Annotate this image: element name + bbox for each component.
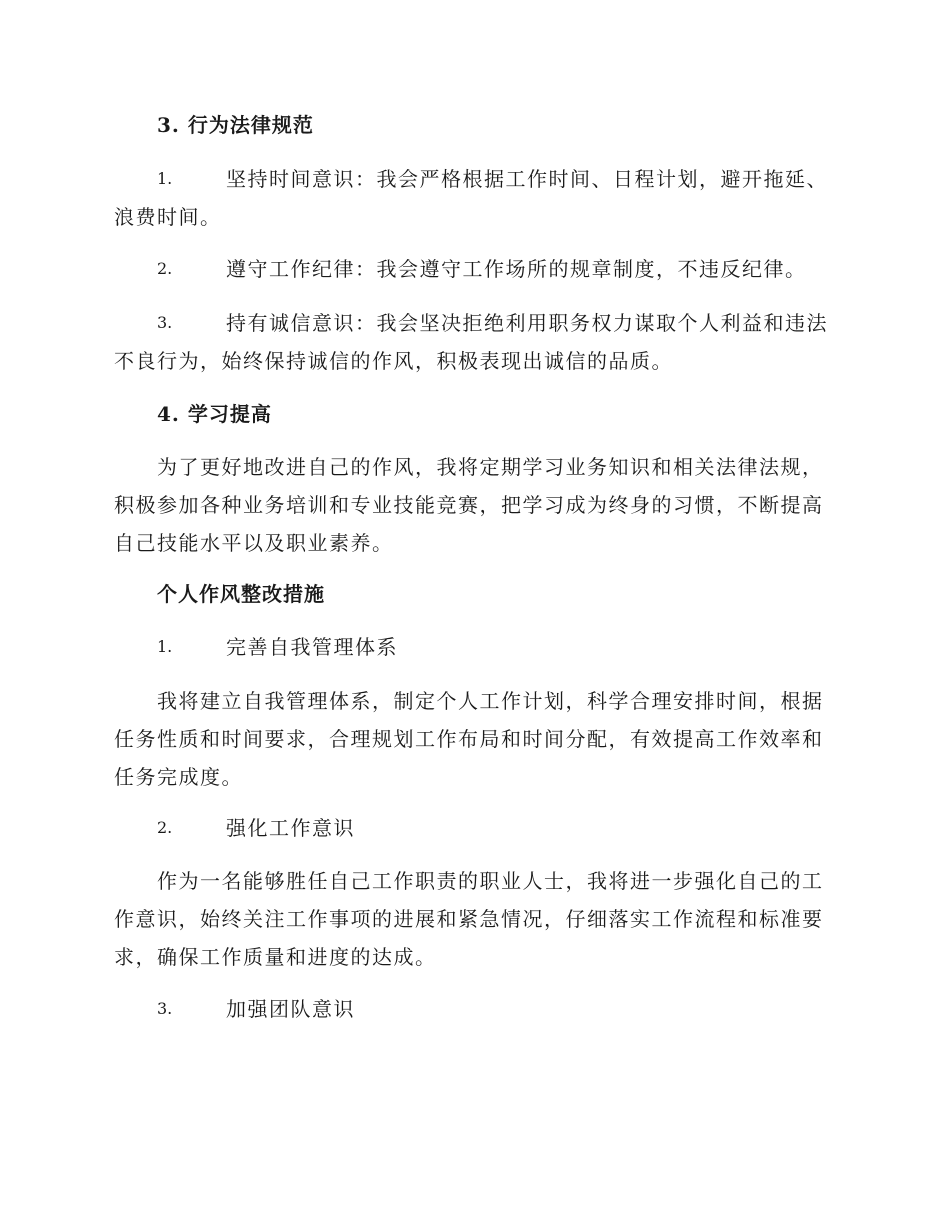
section-heading-law: 3. 行为法律规范 [157,113,314,137]
list-item [114,160,836,236]
paragraph: 作为一名能够胜任自己工作职责的职业人士，我将进一步强化自己的工作意识，始终关注工作事项的进展和紧急情况，仔细落实工作流程和标准要求，确保工作质量和进度的达成。 [114,869,824,969]
list-number: 1. [157,169,173,188]
list-number: 2. [157,259,173,278]
list-item-title: 强化工作意识 [226,816,355,840]
list-item-text: 遵守工作纪律：我会遵守工作场所的规章制度，不违反纪律。 [226,257,807,281]
list-item-title: 加强团队意识 [226,997,355,1021]
list-item [114,304,836,380]
list-item [114,628,836,666]
list-item-text: 坚持时间意识：我会严格根据工作时间、日程计划，避开拖延、浪费时间。 [114,167,828,229]
section-heading-study: 4. 学习提高 [157,402,272,426]
paragraph: 为了更好地改进自己的作风，我将定期学习业务知识和相关法律法规，积极参加各种业务培训和专业技能竞赛，把学习成为终身的习惯，不断提高自己技能水平以及职业素养。 [114,455,824,555]
list-item [114,250,836,288]
list-item [114,809,836,847]
list-number: 2. [157,818,173,837]
list-item-title: 完善自我管理体系 [226,635,398,659]
list-number: 3. [157,313,173,332]
list-number: 1. [157,637,173,656]
list-item-text: 持有诚信意识：我会坚决拒绝利用职务权力谋取个人利益和违法不良行为，始终保持诚信的作风，积极表现出诚信的品质。 [114,311,828,373]
paragraph: 我将建立自我管理体系，制定个人工作计划，科学合理安排时间，根据任务性质和时间要求，合理规划工作布局和时间分配，有效提高工作效率和任务完成度。 [114,689,824,789]
list-number: 3. [157,999,173,1018]
section-heading-measures: 个人作风整改措施 [157,582,325,606]
list-item [114,990,836,1028]
